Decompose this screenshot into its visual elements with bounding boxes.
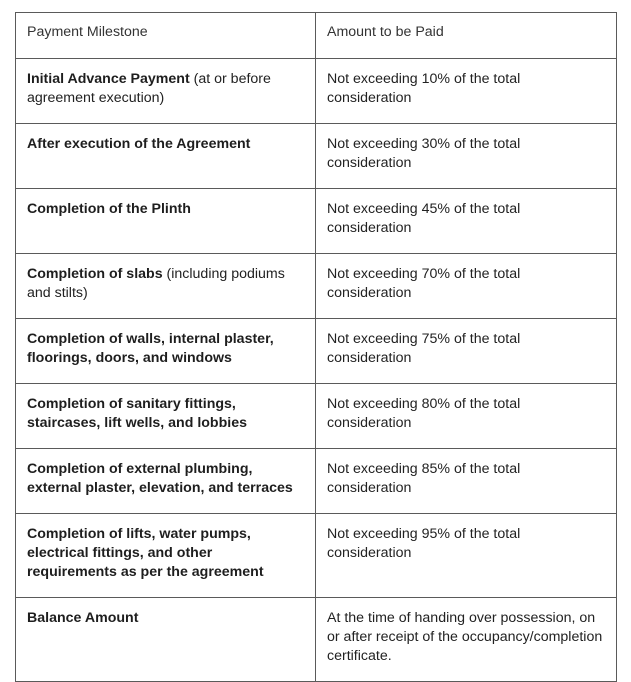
table-row bbox=[16, 514, 617, 598]
amount-cell: Not exceeding 30% of the total consideration bbox=[316, 124, 617, 189]
table-row bbox=[16, 124, 617, 189]
amount-cell: At the time of handing over possession, on or after receipt of the occupancy/completion certificate. bbox=[316, 598, 617, 682]
milestone-cell bbox=[16, 449, 316, 514]
milestone-cell bbox=[16, 59, 316, 124]
table-row bbox=[16, 189, 617, 254]
milestone-cell bbox=[16, 514, 316, 598]
amount-cell: Not exceeding 80% of the total consideration bbox=[316, 384, 617, 449]
milestone-note: (including podiums and stilts) bbox=[27, 266, 285, 301]
table-header-row bbox=[16, 13, 617, 59]
header-amount-to-be-paid: Amount to be Paid bbox=[316, 13, 617, 59]
milestone-title: Completion of lifts, water pumps, electrical fittings, and other requirements as per the agreement bbox=[27, 526, 264, 580]
milestone-title: Initial Advance Payment bbox=[27, 71, 190, 87]
table-row bbox=[16, 59, 617, 124]
milestone-title: Completion of walls, internal plaster, floorings, doors, and windows bbox=[27, 331, 274, 366]
milestone-cell bbox=[16, 254, 316, 319]
milestone-title: Completion of external plumbing, external plaster, elevation, and terraces bbox=[27, 461, 293, 496]
payment-milestone-table bbox=[15, 12, 617, 682]
milestone-title: Completion of the Plinth bbox=[27, 201, 191, 217]
amount-cell: Not exceeding 75% of the total consideration bbox=[316, 319, 617, 384]
milestone-cell bbox=[16, 598, 316, 682]
milestone-title: After execution of the Agreement bbox=[27, 136, 251, 152]
milestone-cell bbox=[16, 319, 316, 384]
table-row bbox=[16, 319, 617, 384]
milestone-cell bbox=[16, 384, 316, 449]
milestone-title: Balance Amount bbox=[27, 610, 139, 626]
milestone-title: Completion of slabs bbox=[27, 266, 163, 282]
table-row bbox=[16, 384, 617, 449]
table-row bbox=[16, 254, 617, 319]
header-payment-milestone: Payment Milestone bbox=[16, 13, 316, 59]
amount-cell: Not exceeding 70% of the total consideration bbox=[316, 254, 617, 319]
amount-cell: Not exceeding 45% of the total consideration bbox=[316, 189, 617, 254]
milestone-title: Completion of sanitary fittings, staircases, lift wells, and lobbies bbox=[27, 396, 247, 431]
amount-cell: Not exceeding 85% of the total consideration bbox=[316, 449, 617, 514]
amount-cell: Not exceeding 95% of the total consideration bbox=[316, 514, 617, 598]
milestone-note: (at or before agreement execution) bbox=[27, 71, 271, 106]
milestone-cell bbox=[16, 189, 316, 254]
table-row bbox=[16, 598, 617, 682]
table-row bbox=[16, 449, 617, 514]
amount-cell: Not exceeding 10% of the total consideration bbox=[316, 59, 617, 124]
milestone-cell bbox=[16, 124, 316, 189]
